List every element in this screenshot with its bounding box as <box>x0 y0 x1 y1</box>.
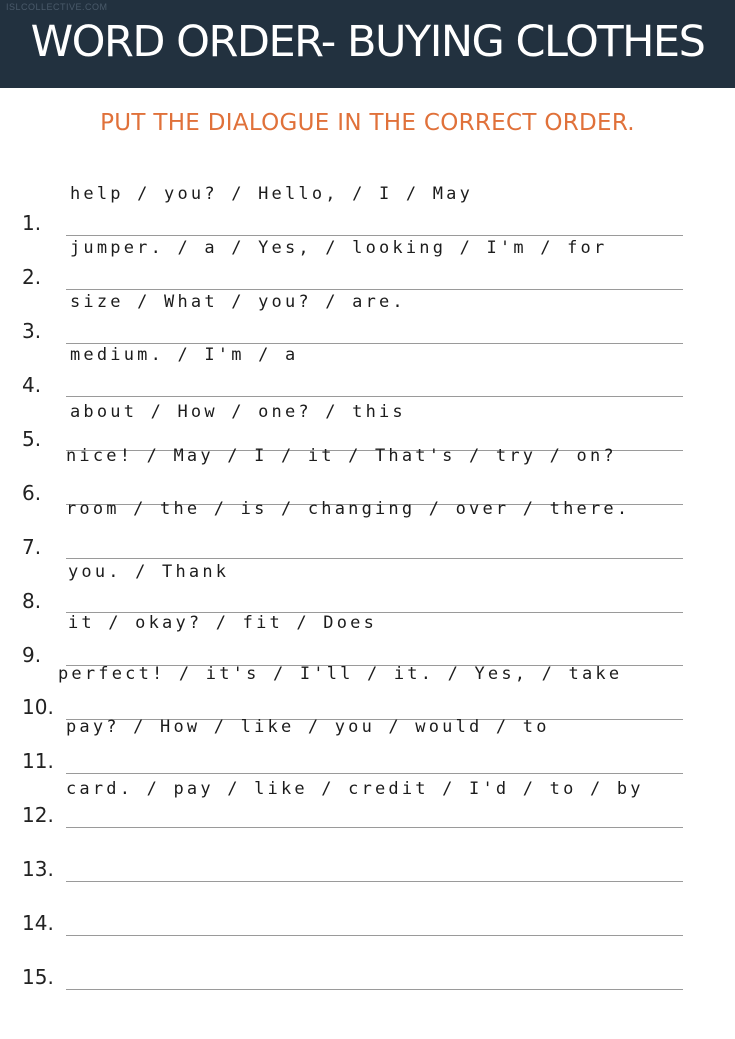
item-number: 5. <box>22 427 42 451</box>
item-number: 10. <box>22 695 54 719</box>
watermark: ISLCOLLECTIVE.COM <box>6 2 108 12</box>
answer-line[interactable] <box>66 773 683 774</box>
answer-line[interactable] <box>66 881 683 882</box>
item-number: 9. <box>22 643 42 667</box>
scrambled-words: card. / pay / like / credit / I'd / to / by <box>66 779 644 799</box>
item-number: 2. <box>22 265 42 289</box>
scrambled-words: you. / Thank <box>68 562 230 582</box>
answer-line[interactable] <box>66 235 683 236</box>
item-number: 11. <box>22 749 54 773</box>
answer-line[interactable] <box>66 935 683 936</box>
scrambled-words: it / okay? / fit / Does <box>68 613 378 633</box>
item-number: 13. <box>22 857 54 881</box>
instruction-text: PUT THE DIALOGUE IN THE CORRECT ORDER. <box>100 110 635 136</box>
item-number: 1. <box>22 211 42 235</box>
answer-line[interactable] <box>66 989 683 990</box>
item-number: 14. <box>22 911 54 935</box>
worksheet-title: WORD ORDER- BUYING CLOTHES <box>30 17 705 67</box>
scrambled-words: size / What / you? / are. <box>70 292 406 312</box>
scrambled-words: pay? / How / like / you / would / to <box>66 717 550 737</box>
scrambled-words: nice! / May / I / it / That's / try / on? <box>66 446 617 466</box>
scrambled-words: perfect! / it's / I'll / it. / Yes, / take <box>58 664 623 684</box>
item-number: 12. <box>22 803 54 827</box>
item-number: 3. <box>22 319 42 343</box>
answer-line[interactable] <box>66 558 683 559</box>
scrambled-words: room / the / is / changing / over / there. <box>66 499 631 519</box>
scrambled-words: medium. / I'm / a <box>70 345 299 365</box>
item-number: 7. <box>22 535 42 559</box>
header-banner <box>0 0 735 88</box>
answer-line[interactable] <box>66 396 683 397</box>
item-number: 8. <box>22 589 42 613</box>
scrambled-words: jumper. / a / Yes, / looking / I'm / for <box>70 238 608 258</box>
item-number: 4. <box>22 373 42 397</box>
item-number: 6. <box>22 481 42 505</box>
scrambled-words: help / you? / Hello, / I / May <box>70 184 474 204</box>
scrambled-words: about / How / one? / this <box>70 402 406 422</box>
answer-line[interactable] <box>66 827 683 828</box>
answer-line[interactable] <box>66 289 683 290</box>
item-number: 15. <box>22 965 54 989</box>
